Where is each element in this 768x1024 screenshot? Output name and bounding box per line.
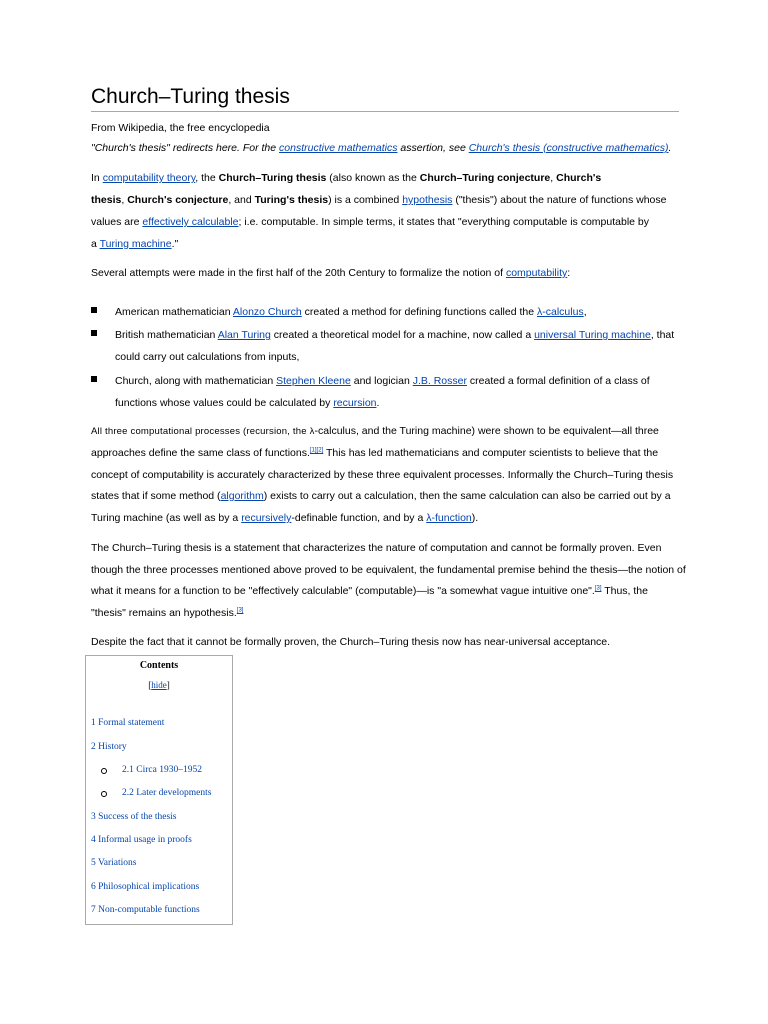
link-stephen-kleene[interactable]: Stephen Kleene [276,375,351,387]
link-alan-turing[interactable]: Alan Turing [217,329,271,341]
list-item-continued [115,396,379,410]
link-computability-theory[interactable]: computability theory [102,172,196,184]
paragraph-intro-line [91,237,178,251]
toc-hide-link[interactable]: hide [151,680,167,690]
text: ; i.e. computable. In simple terms, it states that "everything computable is computable by [238,216,650,228]
paragraph-statement-line [91,606,243,620]
toc-item-history[interactable]: 2 History [91,742,127,752]
text: Thus, the [601,585,648,597]
paragraph-equivalence-line [91,511,478,525]
toc-hide-control [86,680,232,690]
paragraph-equivalence-line [91,489,671,503]
page-title: Church–Turing thesis [91,84,679,112]
circle-bullet-icon [101,791,107,797]
paragraph-intro-line [91,171,601,185]
bold-term: thesis [91,194,122,206]
bold-term: Turing's thesis [254,194,329,206]
text: All three computational processes (recursion, the λ [91,426,315,437]
paragraph-attempts [91,266,570,280]
bold-term: Church's conjecture [127,194,229,206]
citation-link[interactable]: [1][2] [309,447,324,454]
text: British mathematician [115,329,218,341]
citation-link[interactable]: [3] [594,585,602,592]
link-universal-turing-machine[interactable]: universal Turing machine [534,329,651,341]
text: created a theoretical model for a machine, now called a [270,329,535,341]
text: ." [171,238,179,250]
text: , [550,172,557,184]
toc-item-success-of-the-thesis[interactable]: 3 Success of the thesis [91,812,177,822]
text: values are [91,216,143,228]
toc-item-philosophical-implications[interactable]: 6 Philosophical implications [91,882,200,892]
text: -calculus, and the Turing machine) were shown to be equivalent—all three [314,425,659,437]
bullet-marker [91,307,97,313]
paragraph-equivalence-line: concept of computability is accurately characterized by these three equivalent processes. Informally the Church–Turing thesis [91,469,674,481]
link-hypothesis[interactable]: hypothesis [402,194,453,206]
paragraph-equivalence-line [91,446,658,460]
text: ) exists to carry out a calculation, then the same calculation can also be carried out by a [263,490,671,502]
toc-item-formal-statement[interactable]: 1 Formal statement [91,718,165,728]
paragraph-acceptance: Despite the fact that it cannot be formally proven, the Church–Turing thesis now has near-universal acceptance. [91,636,611,648]
list-item [115,328,674,342]
bracket: ] [166,680,170,690]
list-item-continued: could carry out calculations from inputs, [115,351,300,363]
text: Church, along with mathematician [115,375,277,387]
paragraph-intro-line [91,215,649,229]
text: ("thesis") about the nature of functions whose [452,194,667,206]
bullet-marker [91,376,97,382]
link-algorithm[interactable]: algorithm [220,490,264,502]
text: This has led mathematicians and computer scientists to believe that the [323,447,659,459]
bold-term: Church's [556,172,602,184]
toc-item-variations[interactable]: 5 Variations [91,858,137,868]
list-item [115,374,650,388]
toc-item-informal-usage[interactable]: 4 Informal usage in proofs [91,835,192,845]
toc-title: Contents [139,660,179,671]
text: -definable function, and by a [291,512,427,524]
text: states that if some method ( [91,490,221,502]
paragraph-statement-line: though the three processes mentioned above proved to be equivalent, the fundamental premise behind the thesis—the notion of [91,564,686,576]
citation-link[interactable]: [3] [236,607,244,614]
toc-item-later-developments[interactable]: 2.2 Later developments [122,788,212,798]
text: Several attempts were made in the first half of the 20th Century to formalize the notion of [91,267,506,279]
text: approaches define the same class of functions. [91,447,310,459]
text: what it means for a function to be "effectively calculable" (computable)—is "a somewhat vague intuitive one". [91,585,595,597]
hatnote [91,141,671,155]
paragraph-equivalence-line [91,424,659,439]
list-item [115,305,587,319]
link-lambda-function[interactable]: λ-function [426,512,472,524]
paragraph-statement-line [91,584,648,598]
text: created a method for defining functions called the [301,306,537,318]
hatnote-text: assertion, see [397,142,469,154]
text: , and [228,194,255,206]
text: (also known as the [326,172,420,184]
text: . [376,397,380,409]
text: ) is a combined [328,194,403,206]
text: created a formal definition of a class of [466,375,650,387]
toc-item-non-computable-functions[interactable]: 7 Non-computable functions [91,905,200,915]
bold-term: Church–Turing thesis [218,172,327,184]
link-effectively-calculable[interactable]: effectively calculable [142,216,239,228]
link-computability[interactable]: computability [505,267,568,279]
toc-item-circa-1930-1952[interactable]: 2.1 Circa 1930–1952 [122,765,202,775]
text: In [91,172,103,184]
paragraph-statement-line: The Church–Turing thesis is a statement that characterizes the nature of computation and cannot be formally proven. Even [91,542,662,554]
bold-term: Church–Turing conjecture [419,172,551,184]
link-jb-rosser[interactable]: J.B. Rosser [412,375,467,387]
link-turing-machine[interactable]: Turing machine [99,238,172,250]
text: functions whose values could be calculated by [115,397,334,409]
hatnote-text: "Church's thesis" redirects here. For the [91,142,280,154]
bullet-marker [91,330,97,336]
text: and logician [350,375,413,387]
text: ). [471,512,479,524]
link-constructive-mathematics[interactable]: constructive mathematics [279,142,398,154]
text: , that [650,329,675,341]
text: : [567,267,571,279]
text: , the [195,172,219,184]
text: American mathematician [115,306,233,318]
link-recursion[interactable]: recursion [333,397,377,409]
bracket: [ [148,680,152,690]
paragraph-intro-line [91,193,666,207]
link-alonzo-church[interactable]: Alonzo Church [232,306,302,318]
hatnote-text: . [668,142,672,154]
link-lambda-calculus[interactable]: λ-calculus [537,306,584,318]
text: a [91,238,100,250]
link-churchs-thesis-constructive[interactable]: Church's thesis (constructive mathematics) [468,142,669,154]
text: , [583,306,587,318]
link-recursively[interactable]: recursively [241,512,292,524]
text: "thesis" remains an hypothesis. [91,607,237,619]
text: , [121,194,128,206]
table-of-contents [85,655,233,925]
circle-bullet-icon [101,768,107,774]
tagline: From Wikipedia, the free encyclopedia [91,122,270,134]
text: Turing machine (as well as by a [91,512,242,524]
